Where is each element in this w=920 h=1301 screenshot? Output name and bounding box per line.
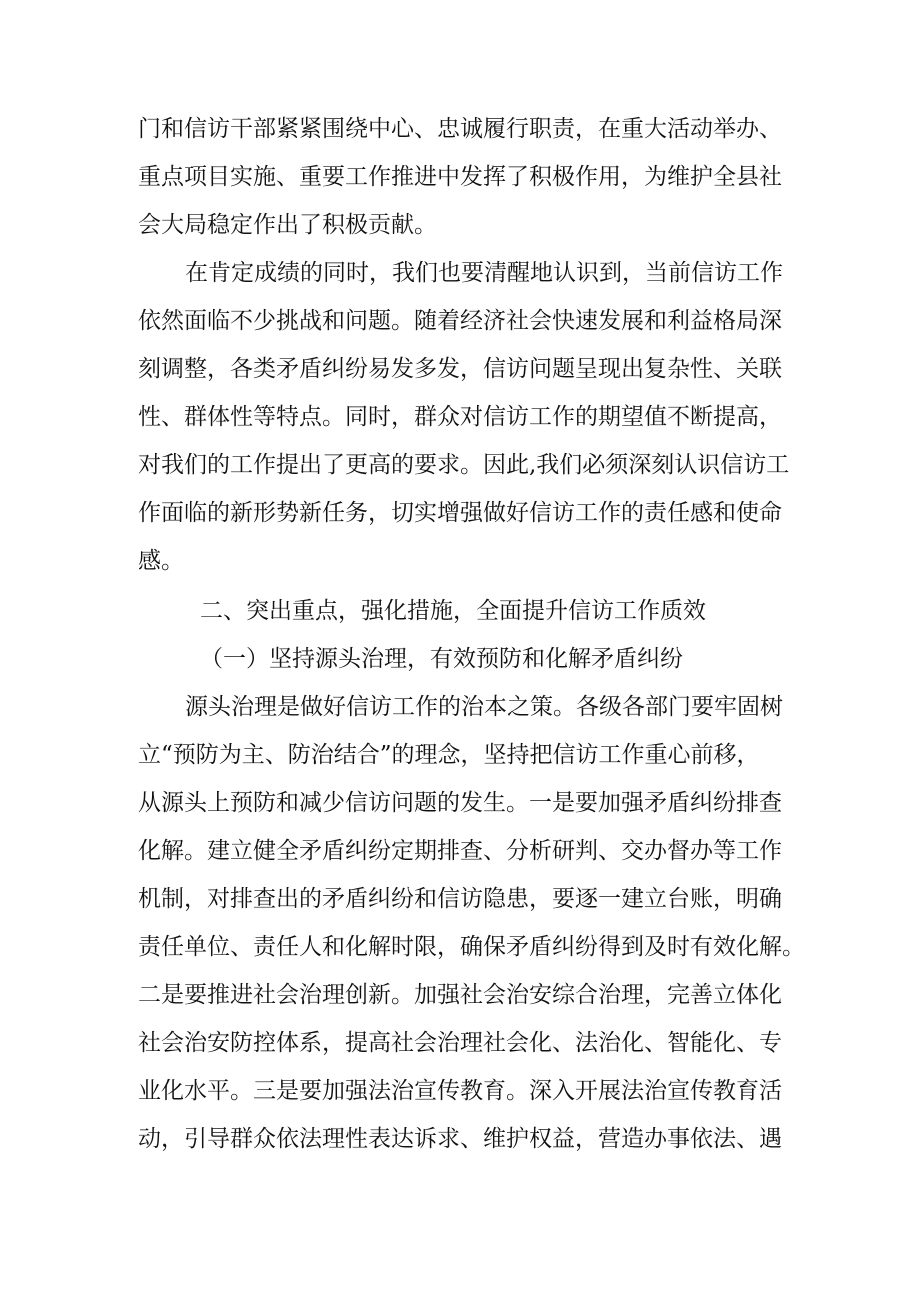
body-text-line: 动，引导群众依法理性表达诉求、维护权益，营造办事依法、遇: [138, 1126, 782, 1152]
section-heading: 二、突出重点，强化措施，全面提升信访工作质效: [200, 598, 706, 624]
paragraph-first-line: 源头治理是做好信访工作的治本之策。各级各部门要牢固树: [185, 694, 783, 720]
body-text-line: 依然面临不少挑战和问题。随着经济社会快速发展和利益格局深: [138, 308, 782, 334]
body-text-line: 感。: [138, 548, 184, 574]
paragraph-first-line: 在肯定成绩的同时，我们也要清醒地认识到，当前信访工作: [185, 260, 783, 286]
body-text-line: 社会治安防控体系，提高社会治理社会化、法治化、智能化、专: [138, 1030, 782, 1056]
body-text-line: 二是要推进社会治理创新。加强社会治安综合治理，完善立体化: [138, 982, 782, 1008]
subsection-heading: （一）坚持源头治理，有效预防和化解矛盾纠纷: [200, 646, 683, 672]
body-text-line: 作面临的新形势新任务，切实增强做好信访工作的责任感和使命: [138, 500, 782, 526]
body-text-line: 从源头上预防和减少信访问题的发生。一是要加强矛盾纠纷排查: [138, 790, 782, 816]
body-text-line: 重点项目实施、重要工作推进中发挥了积极作用，为维护全县社: [138, 164, 782, 190]
body-text-line: 门和信访干部紧紧围绕中心、忠诚履行职责，在重大活动举办、: [138, 116, 782, 142]
body-text-line: 化解。建立健全矛盾纠纷定期排查、分析研判、交办督办等工作: [138, 838, 782, 864]
body-text-line: 对我们的工作提出了更高的要求。因此,我们必须深刻认识信访工: [138, 452, 790, 478]
body-text-line: 机制，对排查出的矛盾纠纷和信访隐患，要逐一建立台账，明确: [138, 886, 782, 912]
body-text-line: 刻调整，各类矛盾纠纷易发多发，信访问题呈现出复杂性、关联: [138, 356, 782, 382]
body-text-line: 立“预防为主、防治结合”的理念，坚持把信访工作重心前移，: [138, 742, 760, 768]
body-text-line: 责任单位、责任人和化解时限，确保矛盾纠纷得到及时有效化解。: [138, 934, 805, 960]
body-text-line: 业化水平。三是要加强法治宣传教育。深入开展法治宣传教育活: [138, 1078, 782, 1104]
body-text-line: 会大局稳定作出了积极贡献。: [138, 212, 437, 238]
body-text-line: 性、群体性等特点。同时，群众对信访工作的期望值不断提高，: [138, 404, 782, 430]
